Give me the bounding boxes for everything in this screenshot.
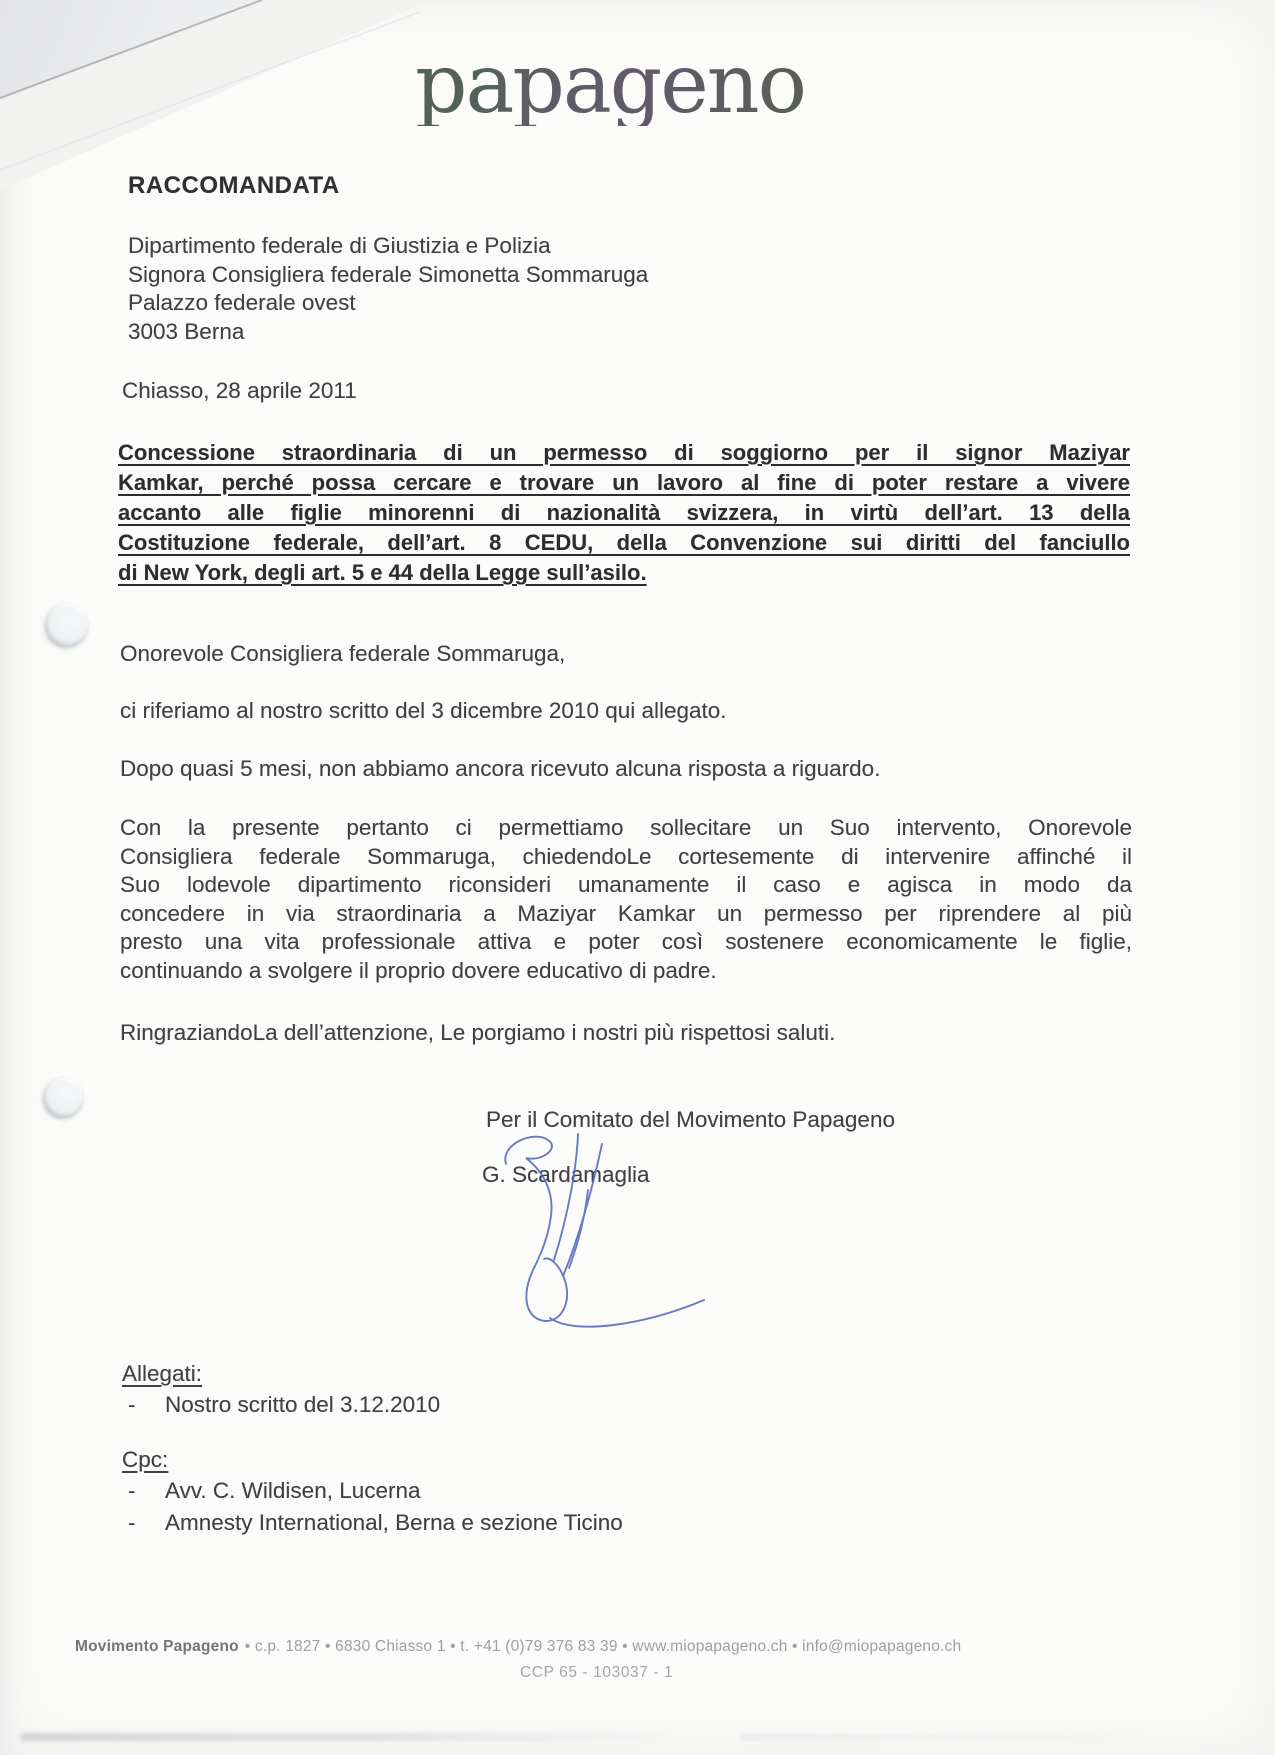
signature-scribble [492, 1128, 716, 1328]
cc-item-text: Avv. C. Wildisen, Lucerna [165, 1478, 421, 1503]
signer-name: G. Scardamaglia [482, 1162, 650, 1187]
address-line-department: Dipartimento federale di Giustizia e Polizia [128, 233, 551, 258]
paragraph-request-line: Con la presente pertanto ci permettiamo sollecitare un Suo intervento, Onorevole [120, 815, 1132, 840]
address-line-councillor: Signora Consigliera federale Simonetta Sommaruga [128, 261, 649, 287]
signoff-line: Per il Comitato del Movimento Papageno [486, 1107, 895, 1132]
subject-line: accanto alle figlie minorenni di nazionalità svizzera, in virtù dell’art. 13 della [118, 500, 1130, 525]
cc-item [128, 1509, 1028, 1538]
footer-contact-details: • c.p. 1827 • 6830 Chiasso 1 • t. +41 (0)79 376 83 39 • www.miopapageno.ch • info@miopapageno.ch [244, 1638, 962, 1655]
registered-mail-label: RACCOMANDATA [128, 172, 340, 199]
paragraph-request-line: presto una vita professionale attiva e poter così sostenere economicamente le figlie, [120, 929, 1132, 954]
subject-line: Kamkar, perché possa cercare e trovare un lavoro al fine di poter restare a vivere [118, 470, 1130, 495]
paragraph-request [120, 814, 1132, 985]
attachment-item-text: Nostro scritto del 3.12.2010 [165, 1392, 441, 1417]
subject-line: Concessione straordinaria di un permesso di soggiorno per il signor Maziyar [118, 440, 1130, 465]
footer-contact-line [75, 1638, 1205, 1656]
subject-heading [118, 438, 1130, 588]
address-line-building: Palazzo federale ovest [128, 290, 356, 315]
scan-smear-bottom [20, 1733, 720, 1741]
attachment-item [128, 1391, 1028, 1420]
subject-line: di New York, degli art. 5 e 44 della Legge sull’asilo. [118, 560, 647, 585]
list-dash: - [128, 1510, 136, 1535]
paragraph-request-line: Consigliera federale Sommaruga, chiedendoLe cortesemente di intervenire affinché il [120, 843, 1132, 869]
list-dash: - [128, 1392, 136, 1417]
paragraph-request-line: Suo lodevole dipartimento riconsideri umanamente il caso e agisca in modo da [120, 872, 1132, 897]
date-line: Chiasso, 28 aprile 2011 [122, 378, 357, 403]
cc-item [128, 1477, 1028, 1506]
paragraph-reference: ci riferiamo al nostro scritto del 3 dicembre 2010 qui allegato. [120, 698, 727, 723]
cc-heading: Cpc: [122, 1447, 169, 1472]
paragraph-thanks: RingraziandoLa dell’attenzione, Le porgiamo i nostri più rispettosi saluti. [120, 1020, 836, 1045]
recipient-address [128, 232, 648, 346]
paragraph-no-reply: Dopo quasi 5 mesi, non abbiamo ancora ricevuto alcuna risposta a riguardo. [120, 756, 881, 781]
address-line-city: 3003 Berna [128, 318, 245, 344]
salutation: Onorevole Consigliera federale Sommaruga, [120, 641, 566, 666]
punch-hole-bottom [44, 1078, 83, 1117]
list-dash: - [128, 1478, 136, 1503]
paragraph-request-line: concedere in via straordinaria a Maziyar Kamkar un permesso per riprendere al più [120, 900, 1132, 926]
footer-ccp-line: CCP 65 - 103037 - 1 [520, 1664, 674, 1681]
papageno-logo: papageno [0, 44, 1275, 126]
paragraph-request-line: continuando a svolgere il proprio dovere educativo di padre. [120, 957, 717, 983]
scan-smear-bottom-right [740, 1735, 1200, 1740]
footer-brand-name: Movimento Papageno [75, 1638, 239, 1655]
subject-line: Costituzione federale, dell’art. 8 CEDU, della Convenzione sui diritti del fanciullo [118, 530, 1130, 555]
punch-hole-top [46, 604, 88, 646]
cc-item-text: Amnesty International, Berna e sezione Ticino [165, 1510, 623, 1535]
attachments-heading: Allegati: [122, 1361, 203, 1386]
